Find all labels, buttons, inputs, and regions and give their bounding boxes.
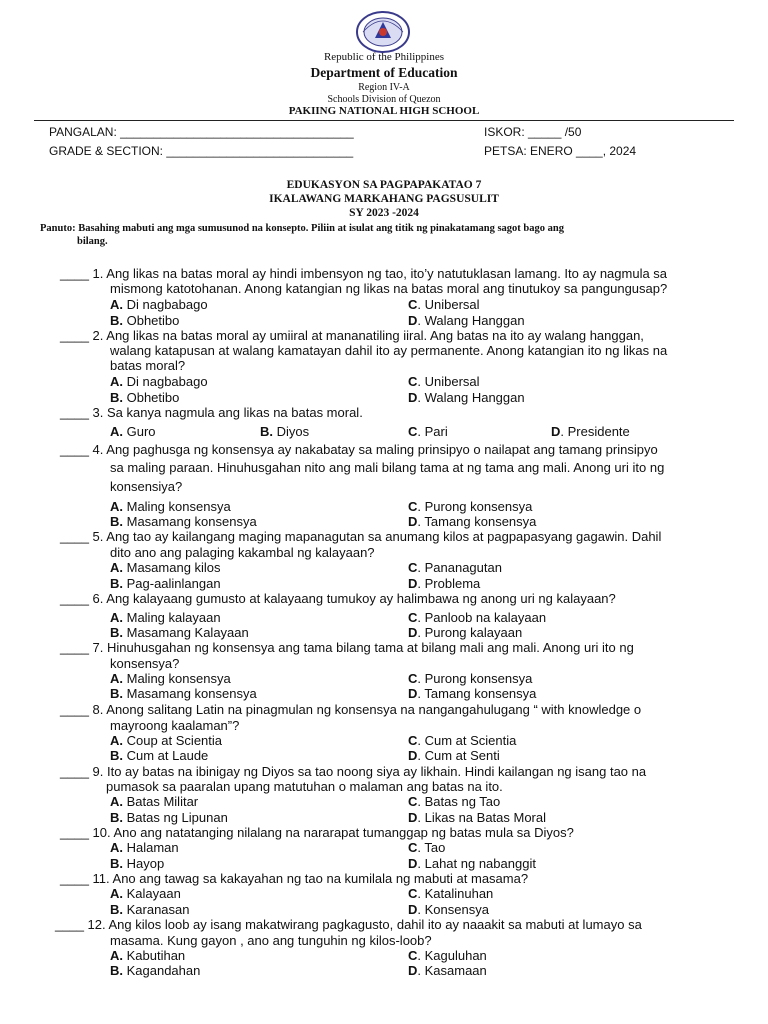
option-a	[110, 560, 221, 576]
question-3: ____ 3. Sa kanya nagmula ang likas na batas moral.	[60, 405, 363, 420]
option-d	[408, 576, 480, 592]
option-letter: C	[408, 499, 418, 514]
option-c	[408, 733, 516, 749]
option-c	[408, 610, 546, 626]
school-name: PAKIING NATIONAL HIGH SCHOOL	[288, 105, 480, 117]
subject-title: EDUKASYON SA PAGPAPAKATAO 7	[286, 179, 482, 191]
question-4-cont2: konsensiya?	[110, 479, 183, 494]
school-year: SY 2023 -2024	[349, 207, 419, 219]
option-text: . Lahat ng nabanggit	[417, 856, 536, 871]
option-letter: A.	[110, 794, 123, 809]
option-letter: C	[408, 948, 418, 963]
option-letter: A.	[110, 374, 123, 389]
option-letter: D	[551, 424, 561, 439]
option-text: Batas Militar	[123, 794, 199, 809]
question-11: ____ 11. Ano ang tawag sa kakayahan ng tao na kumilala ng mabuti at masama?	[60, 871, 529, 886]
option-b	[110, 810, 228, 826]
question-4: ____ 4. Ang paghusga ng konsensya ay nakabatay sa maling prinsipyo o nailapat ang tamang prinsipyo	[60, 442, 658, 457]
option-c	[408, 560, 502, 576]
option-text: Maling kalayaan	[123, 610, 221, 625]
question-1-cont: mismong katotohanan. Anong katangian ng likas na batas moral ang tinutukoy sa pangungusap?	[110, 281, 668, 296]
date-field[interactable]: PETSA: ENERO ____, 2024	[484, 144, 637, 158]
option-letter: D	[408, 313, 418, 328]
option-text: Di nagbabago	[123, 374, 208, 389]
option-letter: B.	[110, 963, 123, 978]
question-1: ____ 1. Ang likas na batas moral ay hindi imbensyon ng tao, ito’y natutuklasan lamang. Ito ay nagmula sa	[60, 266, 668, 281]
option-text: . Pari	[417, 424, 448, 439]
option-b	[110, 963, 200, 979]
option-a	[110, 297, 208, 313]
question-6: ____ 6. Ang kalayaang gumusto at kalayaang tumukoy ay halimbawa ng anong uri ng kalayaan?	[60, 591, 616, 606]
question-12: ____ 12. Ang kilos loob ay isang makatwirang pagkagusto, dahil ito ay naaakit sa mabuti at lumayo sa	[55, 917, 642, 932]
name-field[interactable]: PANGALAN: ___________________________________	[49, 125, 354, 139]
option-a	[110, 374, 208, 390]
option-letter: A.	[110, 610, 123, 625]
option-d	[408, 902, 489, 918]
option-text: . Purong kalayaan	[417, 625, 523, 640]
option-c	[408, 297, 480, 313]
option-letter: B.	[110, 686, 123, 701]
option-b	[110, 390, 179, 406]
option-letter: C	[408, 374, 418, 389]
option-text: Halaman	[123, 840, 179, 855]
option-letter: B.	[110, 514, 123, 529]
option-letter: B.	[110, 625, 123, 640]
option-text: Batas ng Lipunan	[123, 810, 228, 825]
option-a	[110, 610, 221, 626]
option-text: Hayop	[123, 856, 165, 871]
option-letter: C	[408, 840, 418, 855]
option-text: Pag-aalinlangan	[123, 576, 221, 591]
question-10: ____ 10. Ano ang natatanging nilalang na nararapat tumanggap ng batas mula sa Diyos?	[60, 825, 574, 840]
option-d	[408, 514, 536, 530]
option-text: Masamang kilos	[123, 560, 221, 575]
option-letter: D	[408, 810, 418, 825]
option-text: . Walang Hanggan	[417, 313, 525, 328]
question-8: ____ 8. Anong salitang Latin na pinagmulan ng konsensya na nangangahulugang “ with knowledge o	[60, 702, 642, 717]
option-letter: A.	[110, 671, 123, 686]
option-letter: B.	[110, 810, 123, 825]
option-d	[408, 748, 500, 764]
option-text: . Unibersal	[417, 297, 480, 312]
option-letter: A.	[110, 948, 123, 963]
question-9-cont: pumasok sa paaralan upang matutuhan o malaman ang batas na ito.	[106, 779, 503, 794]
option-b	[110, 576, 221, 592]
option-b	[110, 514, 257, 530]
option-a	[110, 671, 231, 687]
option-text: Masamang konsensya	[123, 514, 257, 529]
option-a	[110, 733, 222, 749]
option-text: Kabutihan	[123, 948, 186, 963]
option-text: . Walang Hanggan	[417, 390, 525, 405]
option-letter: A.	[110, 424, 123, 439]
option-text: Masamang Kalayaan	[123, 625, 249, 640]
option-d	[408, 686, 536, 702]
option-d	[408, 313, 525, 329]
option-text: . Unibersal	[417, 374, 480, 389]
option-text: . Panloob na kalayaan	[417, 610, 547, 625]
option-text: . Problema	[417, 576, 481, 591]
option-letter: D	[408, 856, 418, 871]
option-letter: B.	[110, 313, 123, 328]
option-text: . Likas na Batas Moral	[417, 810, 547, 825]
grade-section-field[interactable]: GRADE & SECTION: ____________________________	[49, 144, 354, 158]
option-letter: C	[408, 886, 418, 901]
option-text: Di nagbabago	[123, 297, 208, 312]
option-d	[408, 810, 546, 826]
option-letter: A.	[110, 733, 123, 748]
option-d	[408, 625, 522, 641]
option-text: Maling konsensya	[123, 671, 231, 686]
option-letter: B.	[260, 424, 273, 439]
option-letter: C	[408, 671, 418, 686]
option-letter: A.	[110, 886, 123, 901]
option-b	[110, 686, 257, 702]
option-text: . Pananagutan	[417, 560, 502, 575]
option-text: Masamang konsensya	[123, 686, 257, 701]
score-field[interactable]: ISKOR: _____ /50	[484, 125, 582, 139]
question-7-cont: konsensya?	[110, 656, 180, 671]
option-letter: B.	[110, 390, 123, 405]
option-letter: D	[408, 625, 418, 640]
option-text: . Kasamaan	[417, 963, 487, 978]
option-text: . Presidente	[560, 424, 630, 439]
option-c	[408, 671, 532, 687]
option-letter: C	[408, 297, 418, 312]
division-line: Schools Division of Quezon	[327, 94, 441, 105]
option-letter: D	[408, 514, 418, 529]
option-a	[110, 886, 181, 902]
option-letter: B.	[110, 902, 123, 917]
option-a	[110, 424, 156, 440]
option-text: . Tao	[417, 840, 446, 855]
option-letter: D	[408, 390, 418, 405]
option-letter: B.	[110, 856, 123, 871]
option-text: Diyos	[273, 424, 310, 439]
quarter-title: IKALAWANG MARKAHANG PAGSUSULIT	[269, 193, 499, 205]
option-text: . Cum at Senti	[417, 748, 500, 763]
question-2: ____ 2. Ang likas na batas moral ay umiiral at mananatiling iiral. Ang batas na ito ay walang hanggan,	[60, 328, 644, 343]
directions-line-1: Panuto: Basahing mabuti ang mga sumusunod na konsepto. Piliin at isulat ang titik ng pinakatamang sagot bago ang	[40, 223, 564, 234]
option-b	[110, 748, 208, 764]
question-2-cont2: batas moral?	[110, 358, 186, 373]
option-text: Kagandahan	[123, 963, 201, 978]
option-text: Karanasan	[123, 902, 190, 917]
option-letter: B.	[110, 748, 123, 763]
region-line: Region IV-A	[358, 82, 410, 93]
option-letter: D	[408, 963, 418, 978]
option-letter: C	[408, 794, 418, 809]
option-a	[110, 948, 185, 964]
option-text: . Kaguluhan	[417, 948, 487, 963]
option-letter: A.	[110, 560, 123, 575]
option-text: . Batas ng Tao	[417, 794, 501, 809]
option-text: . Konsensya	[417, 902, 489, 917]
option-text: . Purong konsensya	[417, 499, 533, 514]
department-title: Department of Education	[310, 65, 458, 80]
directions	[40, 222, 630, 248]
option-a	[110, 499, 231, 515]
option-c	[408, 794, 500, 810]
option-letter: D	[408, 902, 418, 917]
option-text: . Katalinuhan	[417, 886, 494, 901]
directions-line-2: bilang.	[77, 236, 108, 247]
option-c	[408, 499, 532, 515]
option-letter: A.	[110, 499, 123, 514]
option-a	[110, 794, 198, 810]
option-c	[408, 424, 448, 440]
option-a	[110, 840, 179, 856]
option-text: Obhetibo	[123, 313, 180, 328]
option-text: Coup at Scientia	[123, 733, 223, 748]
question-9: ____ 9. Ito ay batas na ibinigay ng Diyos sa tao noong siya ay likhain. Hindi kailangan ng isang tao na	[60, 764, 647, 779]
option-text: . Tamang konsensya	[417, 686, 537, 701]
option-letter: C	[408, 610, 418, 625]
option-letter: C	[408, 733, 418, 748]
question-5: ____ 5. Ang tao ay kailangang maging mapanagutan sa anumang kilos at pagpapasyang gagawin. Dahil	[60, 529, 662, 544]
option-d	[408, 856, 536, 872]
option-letter: A.	[110, 840, 123, 855]
option-c	[408, 948, 487, 964]
question-7: ____ 7. Hinuhusgahan ng konsensya ang tama bilang tama at bilang mali ang mali. Anong uri ito ng	[60, 640, 634, 655]
option-d	[408, 390, 525, 406]
option-b	[110, 313, 179, 329]
option-text: Guro	[123, 424, 156, 439]
option-b	[110, 625, 249, 641]
option-letter: D	[408, 576, 418, 591]
option-text: Kalayaan	[123, 886, 181, 901]
question-12-cont: masama. Kung gayon , ano ang tunguhin ng kilos-loob?	[110, 933, 432, 948]
option-b	[110, 902, 190, 918]
option-letter: D	[408, 686, 418, 701]
option-c	[408, 374, 480, 390]
option-b	[110, 856, 164, 872]
option-c	[408, 886, 493, 902]
option-d	[408, 963, 487, 979]
question-5-cont: dito ano ang palaging kakambal ng kalayaan?	[110, 545, 375, 560]
question-2-cont: walang katapusan at walang kamatayan dahil ito ay permanente. Anong katangian ito ng likas na	[110, 343, 668, 358]
option-text: Obhetibo	[123, 390, 180, 405]
option-letter: D	[408, 748, 418, 763]
option-text: . Purong konsensya	[417, 671, 533, 686]
option-letter: B.	[110, 576, 123, 591]
question-4-cont: sa maling paraan. Hinuhusgahan nito ang mali bilang tama at ng tama ang mali. Anong uri ito ng	[110, 460, 665, 475]
option-letter: A.	[110, 297, 123, 312]
option-text: Maling konsensya	[123, 499, 231, 514]
option-text: Cum at Laude	[123, 748, 209, 763]
option-text: . Cum at Scientia	[417, 733, 517, 748]
header-divider	[34, 120, 734, 121]
deped-seal-logo	[355, 10, 411, 54]
option-b	[260, 424, 309, 440]
option-d	[551, 424, 630, 440]
country-line: Republic of the Philippines	[323, 51, 445, 63]
option-c	[408, 840, 445, 856]
option-text: . Tamang konsensya	[417, 514, 537, 529]
question-8-cont: mayroong kaalaman”?	[110, 718, 240, 733]
option-letter: C	[408, 560, 418, 575]
option-letter: C	[408, 424, 418, 439]
